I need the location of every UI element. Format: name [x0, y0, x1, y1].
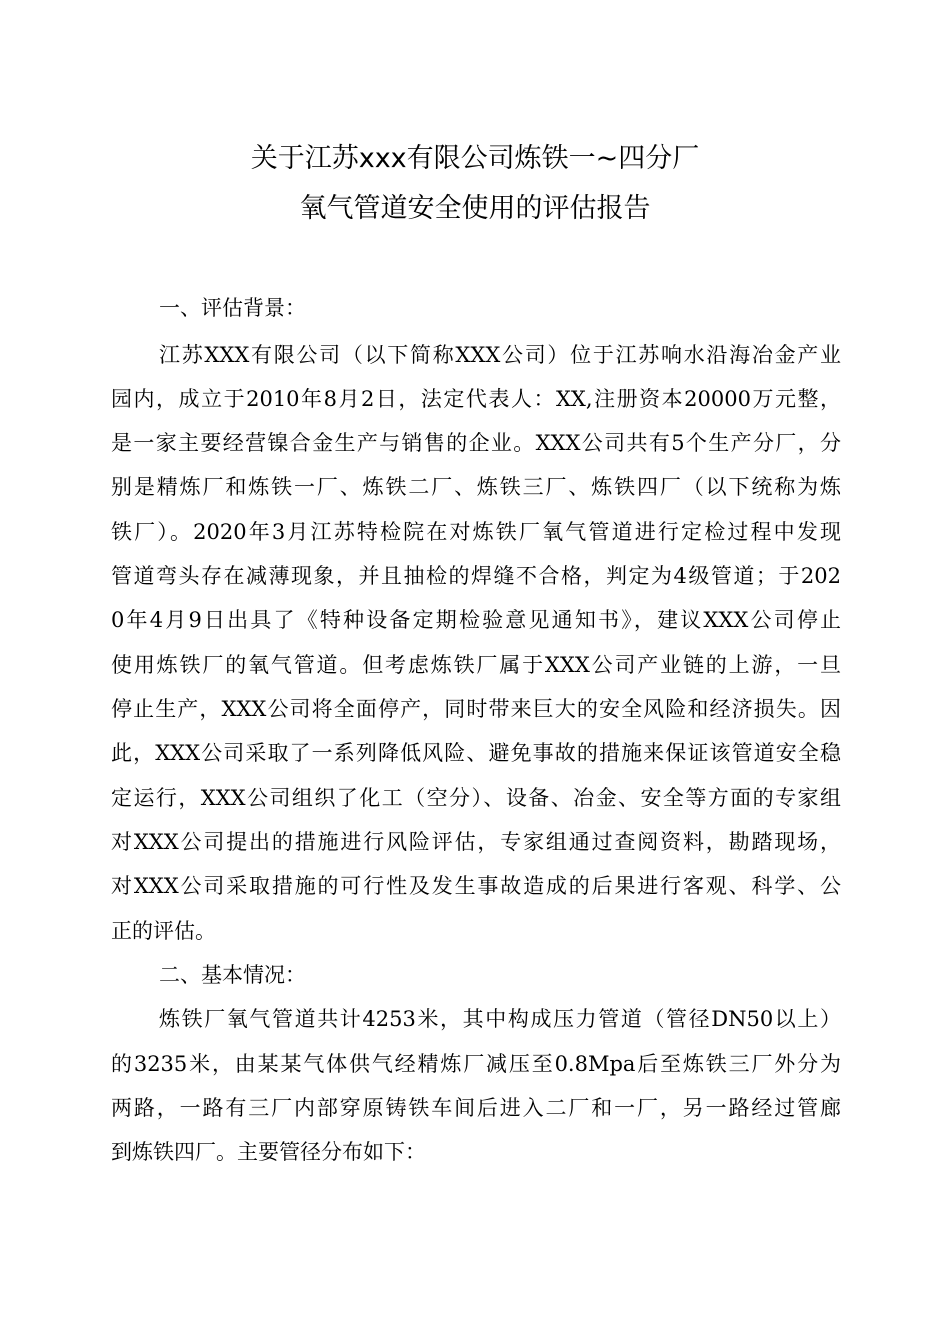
paragraph-line: 的3235米，由某某气体供气经精炼厂减压至0.8Mpa后至炼铁三厂外分为 — [111, 1052, 841, 1076]
paragraph-line: 别是精炼厂和炼铁一厂、炼铁二厂、炼铁三厂、炼铁四厂（以下统称为炼 — [111, 475, 841, 499]
paragraph-line: 是一家主要经营镍合金生产与销售的企业。XXX公司共有5个生产分厂，分 — [111, 431, 841, 455]
paragraph-line: 管道弯头存在减薄现象，并且抽检的焊缝不合格，判定为4级管道；于202 — [111, 564, 841, 588]
paragraph-line: 铁厂）。2020年3月江苏特检院在对炼铁厂氧气管道进行定检过程中发现 — [111, 520, 841, 544]
paragraph-line: 使用炼铁厂的氧气管道。但考虑炼铁厂属于XXX公司产业链的上游，一旦 — [111, 653, 841, 677]
paragraph-line: 对XXX公司采取措施的可行性及发生事故造成的后果进行客观、科学、公 — [111, 874, 841, 898]
paragraph-line: 炼铁厂氧气管道共计4253米，其中构成压力管道（管径DN50以上） — [159, 1007, 841, 1031]
section-heading-background: 一、评估背景： — [159, 296, 306, 320]
paragraph-line: 到炼铁四厂。主要管径分布如下： — [111, 1140, 426, 1164]
document-title-line-2: 氧气管道安全使用的评估报告 — [299, 193, 651, 224]
paragraph-line: 江苏XXX有限公司（以下简称XXX公司）位于江苏响水沿海冶金产业 — [159, 343, 841, 367]
paragraph-line: 停止生产，XXX公司将全面停产，同时带来巨大的安全风险和经济损失。因 — [111, 697, 841, 721]
paragraph-line: 正的评估。 — [111, 919, 216, 943]
paragraph-line: 0年4月9日出具了《特种设备定期检验意见通知书》，建议XXX公司停止 — [111, 608, 841, 632]
section-heading-basic-info: 二、基本情况： — [159, 963, 306, 987]
document-title-line-1: 关于江苏xxx有限公司炼铁一~四分厂 — [250, 143, 700, 174]
paragraph-line: 此，XXX公司采取了一系列降低风险、避免事故的措施来保证该管道安全稳 — [111, 741, 841, 765]
paragraph-line: 两路，一路有三厂内部穿原铸铁车间后进入二厂和一厂，另一路经过管廊 — [111, 1096, 841, 1120]
paragraph-line: 对XXX公司提出的措施进行风险评估，专家组通过查阅资料，勘踏现场， — [111, 830, 841, 854]
paragraph-line: 园内，成立于2010年8月2日，法定代表人：XX,注册资本20000万元整， — [111, 387, 841, 411]
paragraph-line: 定运行，XXX公司组织了化工（空分）、设备、冶金、安全等方面的专家组 — [111, 786, 841, 810]
